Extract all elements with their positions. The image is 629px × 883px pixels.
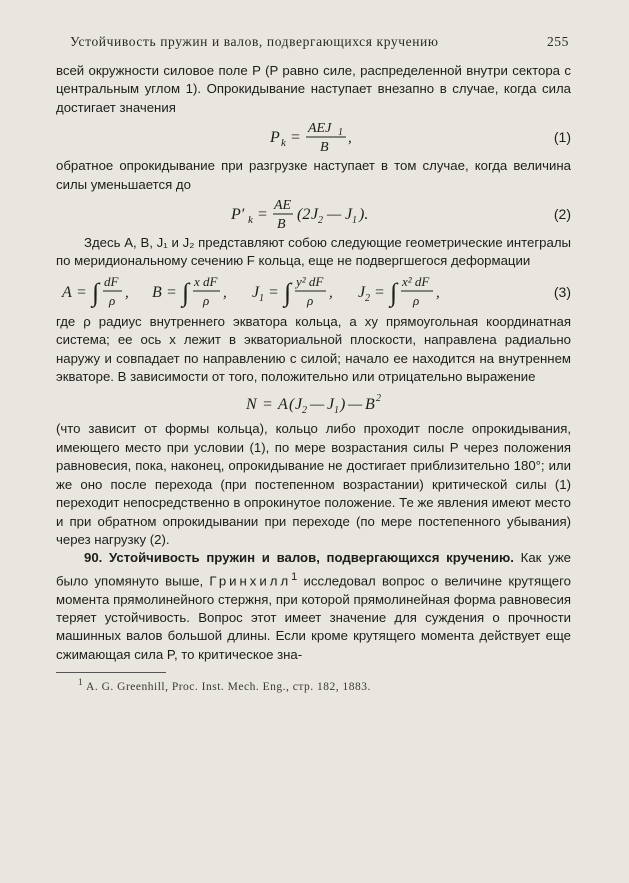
svg-text:).: ).: [358, 206, 368, 224]
svg-text:(: (: [288, 396, 294, 414]
svg-text:ρ: ρ: [413, 292, 420, 308]
svg-text:=: =: [289, 129, 301, 147]
footnote-mark: 1: [78, 677, 84, 689]
svg-text:1: 1: [351, 215, 357, 227]
svg-text:x dF: x dF: [194, 273, 218, 289]
paragraph-2: обратное опрокидывание при разгрузке наступает в том случае, когда величина силы уменьшается до: [56, 158, 571, 192]
svg-text:1: 1: [337, 127, 343, 139]
svg-text:B: B: [319, 140, 329, 156]
svg-text:1: 1: [259, 292, 264, 304]
page-number: 255: [546, 34, 569, 49]
formula-2: [56, 194, 571, 234]
svg-text:J: J: [326, 396, 334, 414]
formula-3: [56, 271, 571, 313]
svg-text:—: —: [309, 396, 324, 414]
paragraph-4: где ρ радиус внутреннего экватора кольца, а xy прямоугольная координатная система; ее ось x лежит в экваториальной плоскости, направлена радиально наружу и совпадает по направлению с силой; начало ее находится на внутреннем экваторе. В зависимости от того, положительно или отрицательно выражение: [56, 313, 571, 385]
footnote-text: A. G. Greenhill, Proc. Inst. Mech. Eng., стр. 182, 1883.: [86, 680, 371, 693]
svg-text:∫: ∫: [92, 277, 100, 307]
svg-text:P′: P′: [230, 206, 244, 224]
svg-text:B: B: [152, 283, 162, 301]
svg-text:A: A: [62, 283, 72, 301]
svg-text:P: P: [269, 129, 280, 147]
formula-2-number: (2): [553, 205, 571, 222]
svg-text:2: 2: [375, 393, 381, 405]
svg-text:—: —: [347, 396, 362, 414]
svg-text:2: 2: [317, 215, 323, 227]
svg-text:,: ,: [347, 130, 352, 147]
running-head-title: Устойчивость пружин и валов, подвергающихся кручению: [70, 34, 439, 49]
svg-text:,: ,: [125, 284, 129, 301]
svg-text:2: 2: [301, 405, 307, 417]
svg-text:ρ: ρ: [307, 292, 314, 308]
paragraph-1: всей окружности силовое поле P (P равно силе, распределенной внутри сектора с центральным углом 1). Опрокидывание наступает внезапно в случае, когда сила достигает значения: [56, 63, 571, 115]
footnote-divider: [56, 672, 166, 673]
svg-text:k: k: [280, 137, 286, 150]
paragraph-6: [56, 549, 571, 664]
svg-text:AEJ: AEJ: [307, 121, 331, 137]
formula-1: [56, 117, 571, 157]
formula-3-number: (3): [553, 283, 571, 300]
svg-text:∫: ∫: [284, 277, 292, 307]
svg-text:dF: dF: [104, 273, 119, 289]
formula-2-expression: [229, 195, 399, 233]
svg-text:=: =: [261, 396, 273, 414]
svg-text:J: J: [252, 283, 260, 301]
svg-text:J: J: [344, 206, 352, 224]
svg-text:=: =: [166, 283, 177, 301]
formula-1-expression: [268, 118, 360, 156]
svg-text:N: N: [245, 396, 257, 414]
formula-4-svg: [244, 388, 384, 418]
svg-text:(2: (2: [296, 206, 310, 224]
svg-text:1: 1: [333, 405, 339, 417]
svg-text:AE: AE: [273, 198, 291, 214]
paragraph-3: Здесь A, B, J₁ и J₂ представляют собою следующие геометрические интегралы по меридиональному сечению F кольца, еще не подвергшегося деформации: [56, 235, 571, 269]
svg-text:ρ: ρ: [109, 292, 116, 308]
formula-3-expression: [60, 271, 520, 313]
paragraph-6-text: исследовал вопрос о величине крутящего момента прямолинейного стержня, при которой прямолинейная форма равновесия теряет устойчивость. Вопрос этот имеет значение для суждения о прочности машинных валов большой длины. Если кроме крутящего момента действует еще сжимающая сила P, то критическое зна-: [56, 573, 571, 662]
footnote-reference[interactable]: 1: [291, 570, 298, 583]
svg-text:=: =: [268, 283, 279, 301]
author-name: Гринхилл: [209, 573, 292, 589]
svg-text:y² dF: y² dF: [296, 273, 324, 289]
body-text: [56, 62, 571, 664]
section-title: Устойчивость пружин и валов, подвергающихся кручению.: [109, 550, 514, 566]
running-head: [56, 34, 571, 56]
formula-4: [56, 386, 571, 420]
svg-text:): ): [339, 396, 345, 414]
svg-text:B: B: [364, 396, 375, 414]
svg-text:=: =: [256, 206, 268, 224]
formula-2-svg: [229, 195, 399, 233]
svg-text:,: ,: [223, 284, 227, 301]
svg-text:B: B: [276, 217, 286, 233]
svg-text:∫: ∫: [390, 277, 398, 307]
paragraph-5: (что зависит от формы кольца), кольцо либо проходит после опрокидывания, имеющего место при условии (1), по мере возрастания силы P через положения равновесия, пока, наконец, опрокидывание не достигает приблизительно 180°; или же оно после перехода (при постепенном возрастании) критической силы (1) переходит непосредственно в опрокинутое положение. Те же явления имеют место и при обратном опрокидывании при переходе (по мере постепенного убывания) через нагрузку (2).: [56, 421, 571, 547]
svg-text:=: =: [76, 283, 87, 301]
svg-text:—: —: [326, 206, 341, 224]
formula-4-expression: [244, 388, 384, 418]
svg-text:J: J: [358, 283, 366, 301]
footnote: [56, 677, 571, 693]
svg-text:,: ,: [329, 284, 333, 301]
svg-text:x² dF: x² dF: [402, 273, 430, 289]
svg-text:,: ,: [436, 284, 440, 301]
svg-text:A: A: [277, 396, 288, 414]
svg-text:2: 2: [365, 292, 370, 304]
paragraph-6-lead: Как уже было упомянуто выше,: [56, 550, 571, 589]
svg-text:∫: ∫: [182, 277, 190, 307]
formula-1-number: (1): [553, 129, 571, 146]
svg-text:J: J: [294, 396, 302, 414]
svg-text:=: =: [374, 283, 385, 301]
formula-1-svg: [268, 118, 360, 156]
svg-text:k: k: [247, 214, 253, 227]
section-number: 90.: [84, 550, 103, 566]
formula-3-svg: [60, 271, 520, 313]
svg-text:J: J: [310, 206, 318, 224]
svg-text:ρ: ρ: [203, 292, 210, 308]
